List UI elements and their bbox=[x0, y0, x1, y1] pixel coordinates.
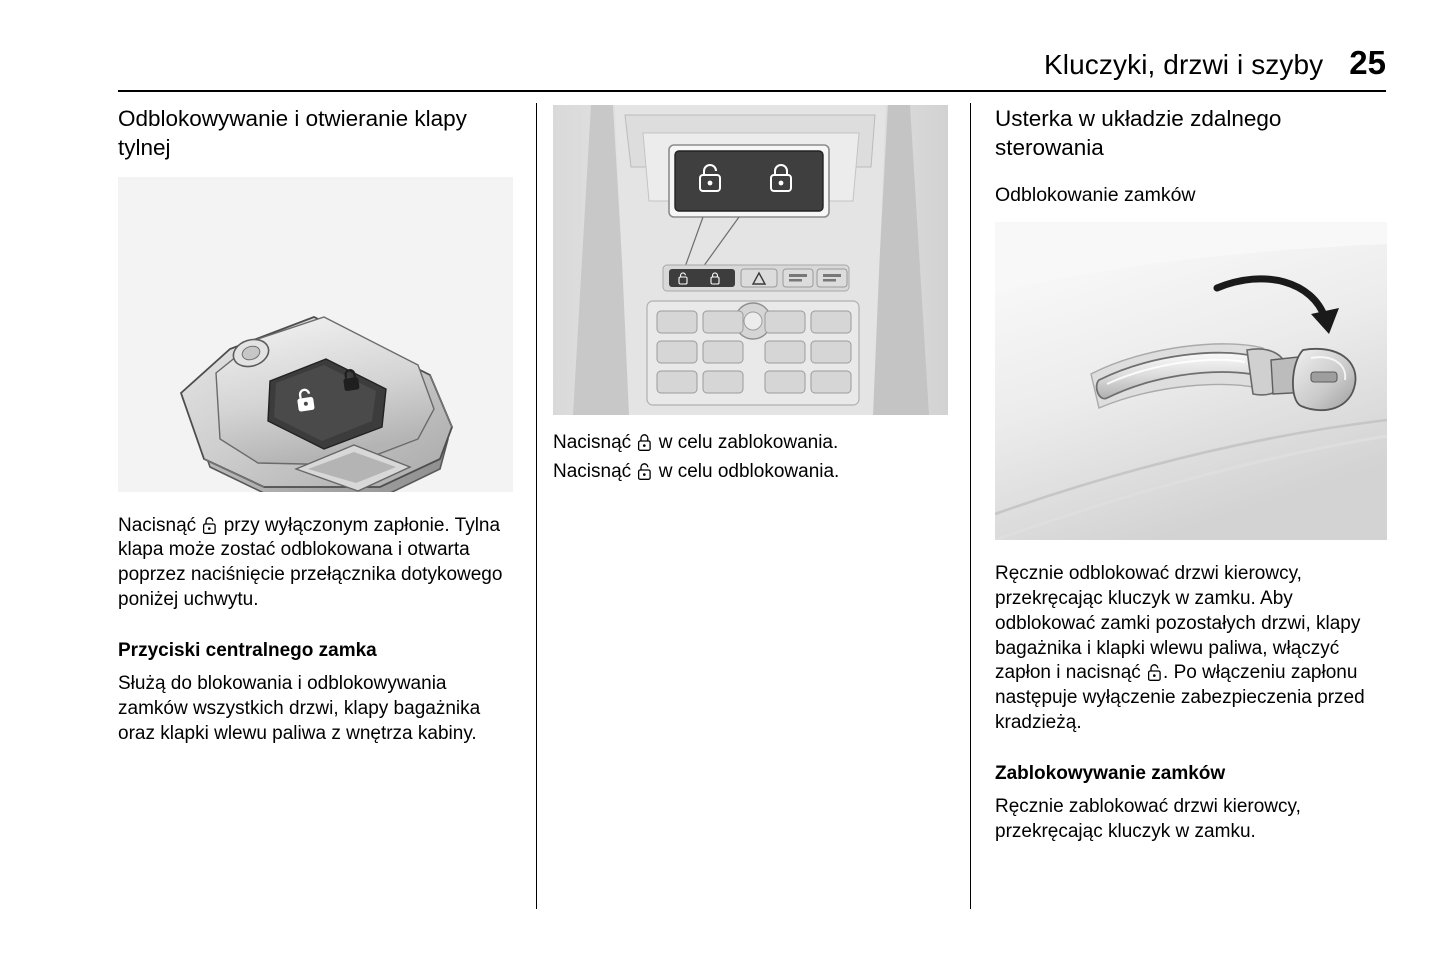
paragraph-unlock-tailgate bbox=[118, 514, 513, 614]
caption-unlock-after: w celu odblokowania. bbox=[658, 460, 840, 482]
section-heading-unlock-tailgate: Odblokowywanie i otwieranie klapy tylnej bbox=[118, 106, 467, 160]
paragraph-unlock-tailgate-before: Nacisnąć bbox=[118, 514, 197, 536]
lock-open-icon bbox=[638, 463, 651, 480]
lock-open-icon bbox=[203, 517, 216, 534]
lock-closed-icon bbox=[638, 434, 651, 451]
console-figure-caption bbox=[553, 429, 948, 486]
paragraph-central-locking: Służą do blokowania i odblokowywania zamków wszystkich drzwi, klapy bagażnika oraz klapki wlewu paliwa z wnętrza kabiny. bbox=[118, 672, 481, 744]
subheading-locking: Zablokowywanie zamków bbox=[995, 763, 1226, 785]
subheading-unlocking: Odblokowanie zamków bbox=[995, 183, 1196, 206]
subheading-central-locking-buttons: Przyciski centralnego zamka bbox=[118, 640, 377, 662]
paragraph-manual-locking: Ręcznie zablokować drzwi kierowcy, przekręcając kluczyk w zamku. bbox=[995, 795, 1301, 842]
paragraph-unlock-tailgate-after: przy wyłączonym zapłonie. Tylna klapa może zostać odblokowana i otwarta poprzez naciśnięcie przełącznika dotykowego poniżej uchwytu. bbox=[118, 514, 503, 611]
caption-lock-before: Nacisnąć bbox=[553, 432, 632, 453]
caption-unlock bbox=[553, 458, 948, 487]
column-divider-1 bbox=[536, 103, 537, 909]
door-handle-figure bbox=[995, 222, 1387, 540]
center-console-figure bbox=[553, 105, 948, 415]
center-console-illustration bbox=[553, 105, 948, 415]
page-number: 25 bbox=[1349, 44, 1386, 81]
page-header bbox=[118, 38, 1386, 92]
column-divider-2 bbox=[970, 103, 971, 909]
page-title: Kluczyki, drzwi i szyby bbox=[1044, 49, 1324, 80]
key-fob-figure bbox=[118, 177, 513, 492]
caption-unlock-before: Nacisnąć bbox=[553, 460, 632, 482]
paragraph-manual-unlocking bbox=[995, 562, 1387, 736]
section-heading-remote-control-fault: Usterka w układzie zdalnego sterowania bbox=[995, 106, 1282, 160]
caption-lock bbox=[553, 429, 948, 458]
paragraph-manual-unlocking-after: . Po włączeniu zapłonu następuje wyłączenie zabezpieczenia przed kradzieżą. bbox=[995, 662, 1365, 734]
column-middle bbox=[553, 105, 948, 486]
column-left bbox=[118, 105, 513, 752]
door-handle-illustration bbox=[995, 222, 1387, 540]
paragraph-manual-unlocking-before: Ręcznie odblokować drzwi kierowcy, przekręcając kluczyk w zamku. Aby odblokować zamki pozostałych drzwi, klapy bagażnika i klapki wlewu paliwa, włączyć zapłon i nacisnąć bbox=[995, 562, 1361, 684]
caption-lock-after: w celu zablokowania. bbox=[658, 432, 839, 453]
lock-open-icon bbox=[1148, 664, 1161, 681]
key-fob-illustration bbox=[118, 177, 513, 492]
page-header-inner bbox=[1044, 44, 1386, 82]
column-right bbox=[995, 105, 1387, 851]
